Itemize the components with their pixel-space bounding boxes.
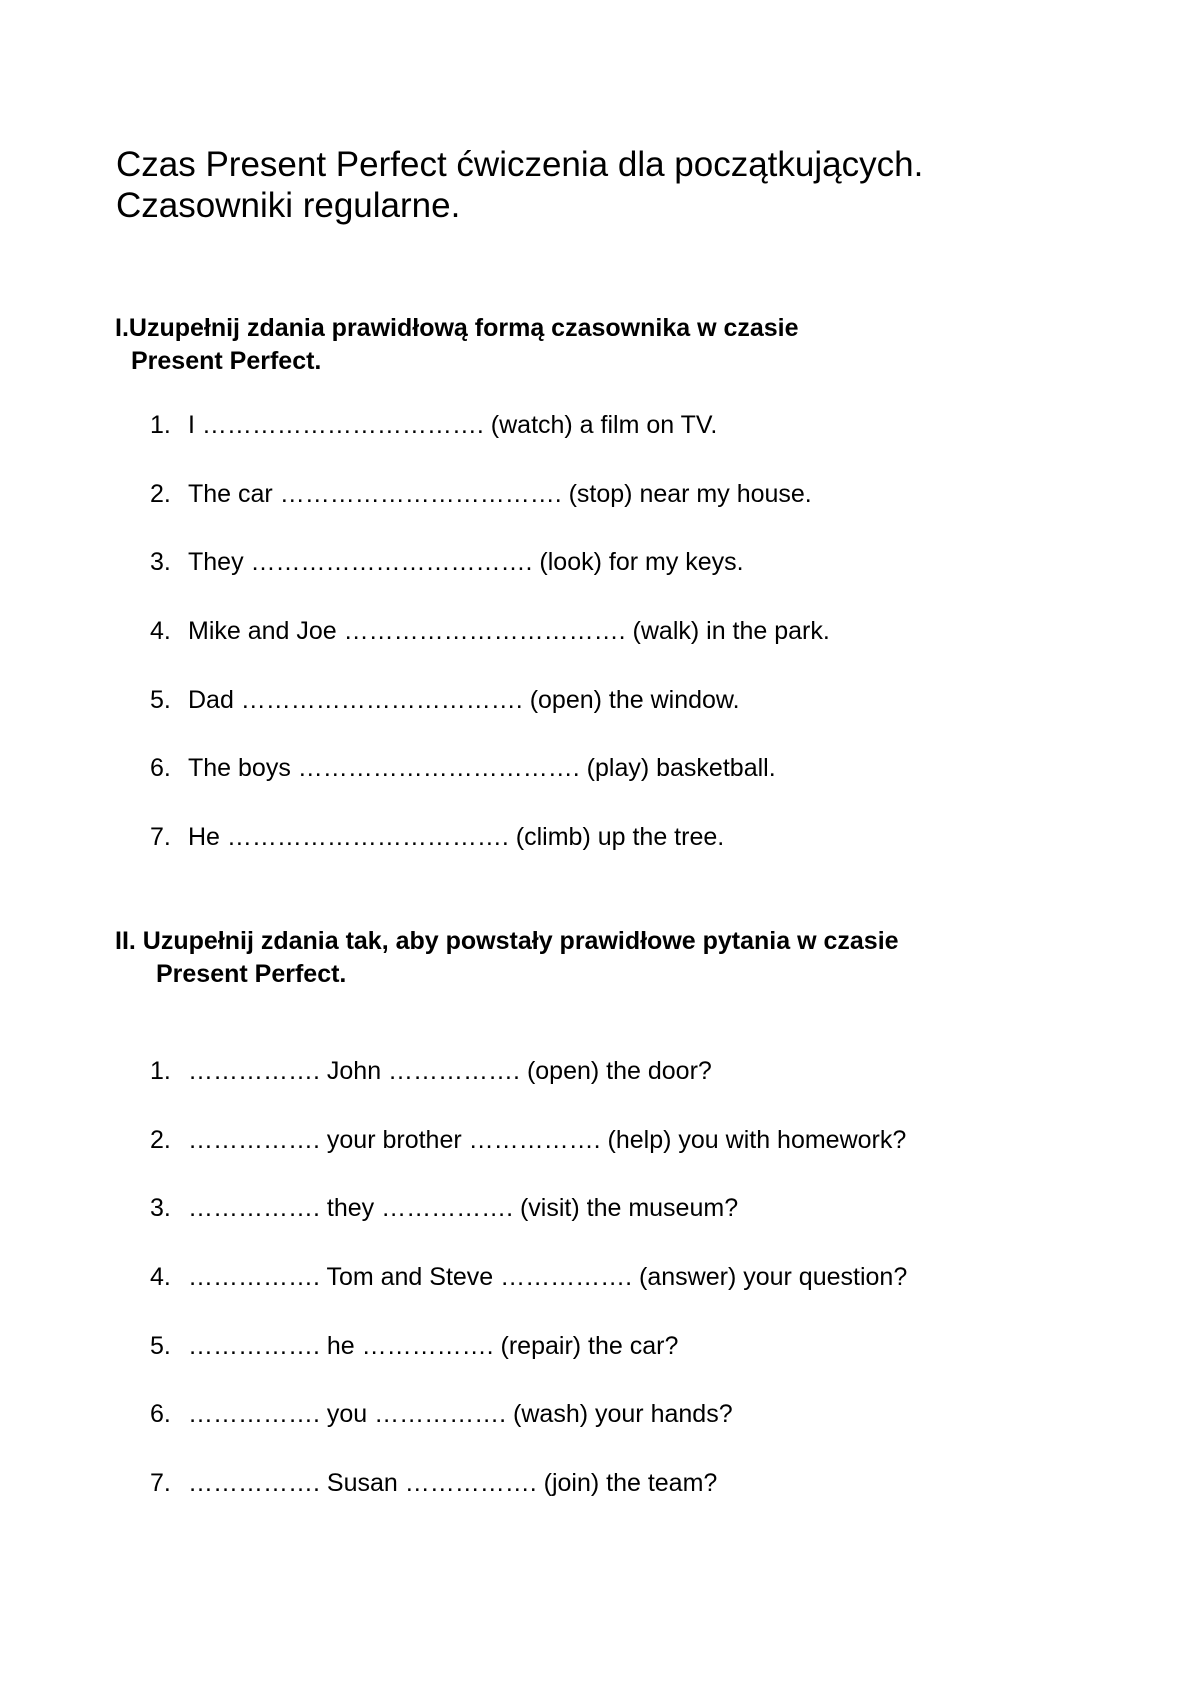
exercise-item bbox=[150, 1262, 907, 1331]
exercise-item bbox=[150, 685, 830, 754]
exercise-item bbox=[150, 616, 830, 685]
title-line-1: Czas Present Perfect ćwiczenia dla początkujących. bbox=[116, 145, 924, 184]
exercise-sentence: The car ……………………………. (stop) near my house. bbox=[188, 479, 812, 508]
exercise-sentence: Mike and Joe ……………………………. (walk) in the park. bbox=[188, 617, 830, 646]
exercise-item bbox=[150, 1331, 907, 1400]
exercise-item bbox=[150, 479, 830, 548]
exercise-number: 3. bbox=[150, 1194, 171, 1223]
section-2-exercise-list bbox=[150, 1056, 907, 1537]
section-2-heading-line-1: II. Uzupełnij zdania tak, aby powstały prawidłowe pytania w czasie bbox=[115, 927, 899, 955]
exercise-number: 6. bbox=[150, 1400, 171, 1429]
exercise-number: 2. bbox=[150, 1125, 171, 1154]
section-1-heading bbox=[115, 312, 799, 378]
exercise-sentence: They ……………………………. (look) for my keys. bbox=[188, 548, 744, 577]
exercise-item bbox=[150, 1468, 907, 1537]
exercise-item bbox=[150, 1193, 907, 1262]
exercise-sentence: Dad ……………………………. (open) the window. bbox=[188, 685, 740, 714]
exercise-number: 1. bbox=[150, 1057, 171, 1085]
exercise-number: 5. bbox=[150, 685, 171, 714]
exercise-number: 7. bbox=[150, 1469, 171, 1498]
exercise-sentence: ……………. you ……………. (wash) your hands? bbox=[188, 1400, 733, 1429]
exercise-sentence: I ……………………………. (watch) a film on TV. bbox=[188, 411, 718, 439]
exercise-sentence: ……………. your brother ……………. (help) you with homework? bbox=[188, 1125, 907, 1154]
exercise-number: 6. bbox=[150, 754, 171, 783]
exercise-item bbox=[150, 822, 830, 891]
exercise-number: 2. bbox=[150, 479, 171, 508]
exercise-sentence: ……………. Tom and Steve ……………. (answer) your question? bbox=[188, 1263, 908, 1292]
exercise-item bbox=[150, 1399, 907, 1468]
exercise-number: 5. bbox=[150, 1331, 171, 1360]
exercise-number: 1. bbox=[150, 411, 171, 439]
exercise-number: 7. bbox=[150, 823, 171, 852]
exercise-item bbox=[150, 753, 830, 822]
title-line-2: Czasowniki regularne. bbox=[116, 186, 461, 225]
exercise-sentence: ……………. they ……………. (visit) the museum? bbox=[188, 1194, 739, 1223]
exercise-sentence: ……………. he ……………. (repair) the car? bbox=[188, 1331, 679, 1360]
section-1-heading-line-1: I.Uzupełnij zdania prawidłową formą czasownika w czasie bbox=[115, 314, 799, 342]
exercise-item bbox=[150, 547, 830, 616]
exercise-number: 4. bbox=[150, 617, 171, 646]
exercise-sentence: ……………. Susan ……………. (join) the team? bbox=[188, 1469, 718, 1498]
exercise-item bbox=[150, 1125, 907, 1194]
section-2-heading bbox=[115, 925, 899, 991]
page-title bbox=[116, 144, 923, 226]
exercise-sentence: ……………. John ……………. (open) the door? bbox=[188, 1057, 712, 1085]
section-2-heading-line-2: Present Perfect. bbox=[156, 960, 347, 988]
section-1-heading-line-2: Present Perfect. bbox=[131, 347, 322, 375]
exercise-number: 4. bbox=[150, 1263, 171, 1292]
exercise-number: 3. bbox=[150, 548, 171, 577]
exercise-sentence: He ……………………………. (climb) up the tree. bbox=[188, 823, 725, 852]
section-1-exercise-list bbox=[150, 410, 830, 891]
exercise-item bbox=[150, 410, 830, 479]
exercise-sentence: The boys ……………………………. (play) basketball. bbox=[188, 754, 776, 783]
exercise-item bbox=[150, 1056, 907, 1125]
